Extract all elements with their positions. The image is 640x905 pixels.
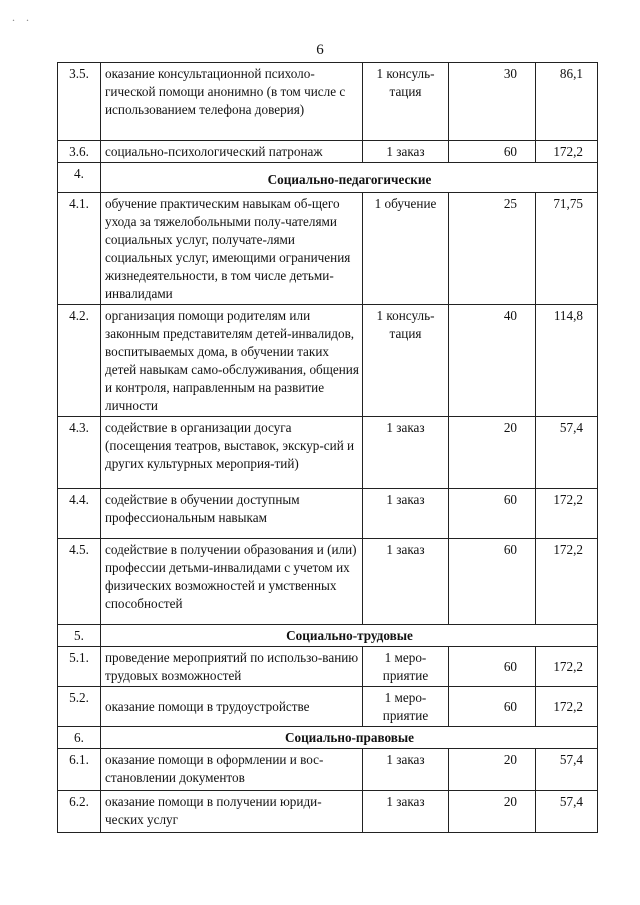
service-time: 25 bbox=[449, 193, 536, 305]
service-time: 60 bbox=[449, 539, 536, 625]
page-number: 6 bbox=[316, 42, 324, 58]
services-table bbox=[57, 62, 598, 833]
service-unit: 1 консуль-тация bbox=[363, 305, 449, 417]
service-time: 20 bbox=[449, 749, 536, 791]
table-row bbox=[58, 63, 598, 141]
service-time: 60 bbox=[449, 647, 536, 687]
service-price: 86,1 bbox=[536, 63, 598, 141]
service-time: 30 bbox=[449, 63, 536, 141]
service-name: содействие в получении образования и (или) профессии детьми-инвалидами с учетом их физических возможностей и умственных способностей bbox=[101, 539, 363, 625]
section-row bbox=[58, 727, 598, 749]
service-unit: 1 заказ bbox=[363, 417, 449, 489]
row-number: 3.6. bbox=[58, 141, 101, 163]
service-time: 20 bbox=[449, 791, 536, 833]
table-row bbox=[58, 749, 598, 791]
service-price: 172,2 bbox=[536, 647, 598, 687]
section-title: Социально-трудовые bbox=[101, 625, 598, 647]
table-row bbox=[58, 489, 598, 539]
corner-mark: . . bbox=[12, 10, 33, 24]
service-unit: 1 меро-приятие bbox=[363, 687, 449, 727]
service-unit: 1 меро-приятие bbox=[363, 647, 449, 687]
service-name: содействие в обучении доступным профессиональным навыкам bbox=[101, 489, 363, 539]
service-name: проведение мероприятий по использо-ванию трудовых возможностей bbox=[101, 647, 363, 687]
table-row bbox=[58, 417, 598, 489]
service-unit: 1 консуль-тация bbox=[363, 63, 449, 141]
service-unit: 1 заказ bbox=[363, 141, 449, 163]
section-title: Социально-правовые bbox=[101, 727, 598, 749]
service-price: 172,2 bbox=[536, 539, 598, 625]
table-row bbox=[58, 647, 598, 687]
section-number: 6. bbox=[58, 727, 101, 749]
table-row bbox=[58, 305, 598, 417]
section-title: Социально-педагогические bbox=[101, 163, 598, 193]
service-unit: 1 заказ bbox=[363, 539, 449, 625]
service-price: 57,4 bbox=[536, 417, 598, 489]
row-number: 3.5. bbox=[58, 63, 101, 141]
service-price: 172,2 bbox=[536, 687, 598, 727]
service-time: 60 bbox=[449, 687, 536, 727]
service-price: 172,2 bbox=[536, 141, 598, 163]
table-row bbox=[58, 141, 598, 163]
row-number: 5.1. bbox=[58, 647, 101, 687]
section-number: 5. bbox=[58, 625, 101, 647]
service-unit: 1 обучение bbox=[363, 193, 449, 305]
service-time: 20 bbox=[449, 417, 536, 489]
table-row bbox=[58, 539, 598, 625]
service-name: организация помощи родителям или законным представителям детей-инвалидов, воспитываемых дома, в обучении таких детей навыкам само-обслуживания, общения и контроля, направленным на развитие личности bbox=[101, 305, 363, 417]
service-name: оказание помощи в получении юриди-ческих услуг bbox=[101, 791, 363, 833]
service-price: 114,8 bbox=[536, 305, 598, 417]
row-number: 4.2. bbox=[58, 305, 101, 417]
service-price: 57,4 bbox=[536, 749, 598, 791]
service-name: обучение практическим навыкам об-щего ухода за тяжелобольными полу-чателями социальных услуг, получате-лями социальных услуг, имеющими ограничения жизнедеятельности, в том числе детьми-инвалидами bbox=[101, 193, 363, 305]
section-number: 4. bbox=[58, 163, 101, 193]
row-number: 5.2. bbox=[58, 687, 101, 727]
service-unit: 1 заказ bbox=[363, 749, 449, 791]
table-row bbox=[58, 687, 598, 727]
section-row bbox=[58, 625, 598, 647]
service-price: 57,4 bbox=[536, 791, 598, 833]
row-number: 6.2. bbox=[58, 791, 101, 833]
service-name: социально-психологический патронаж bbox=[101, 141, 363, 163]
service-unit: 1 заказ bbox=[363, 489, 449, 539]
row-number: 4.3. bbox=[58, 417, 101, 489]
service-name: оказание консультационной психоло-гической помощи анонимно (в том числе с использованием телефона доверия) bbox=[101, 63, 363, 141]
service-name: оказание помощи в оформлении и вос-становлении документов bbox=[101, 749, 363, 791]
service-name: содействие в организации досуга (посещения театров, выставок, экскур-сий и других культурных мероприя-тий) bbox=[101, 417, 363, 489]
row-number: 4.4. bbox=[58, 489, 101, 539]
table-row bbox=[58, 193, 598, 305]
service-price: 172,2 bbox=[536, 489, 598, 539]
service-time: 40 bbox=[449, 305, 536, 417]
row-number: 6.1. bbox=[58, 749, 101, 791]
service-time: 60 bbox=[449, 489, 536, 539]
service-unit: 1 заказ bbox=[363, 791, 449, 833]
service-time: 60 bbox=[449, 141, 536, 163]
row-number: 4.5. bbox=[58, 539, 101, 625]
service-name: оказание помощи в трудоустройстве bbox=[101, 687, 363, 727]
row-number: 4.1. bbox=[58, 193, 101, 305]
service-price: 71,75 bbox=[536, 193, 598, 305]
table-row bbox=[58, 791, 598, 833]
section-row bbox=[58, 163, 598, 193]
